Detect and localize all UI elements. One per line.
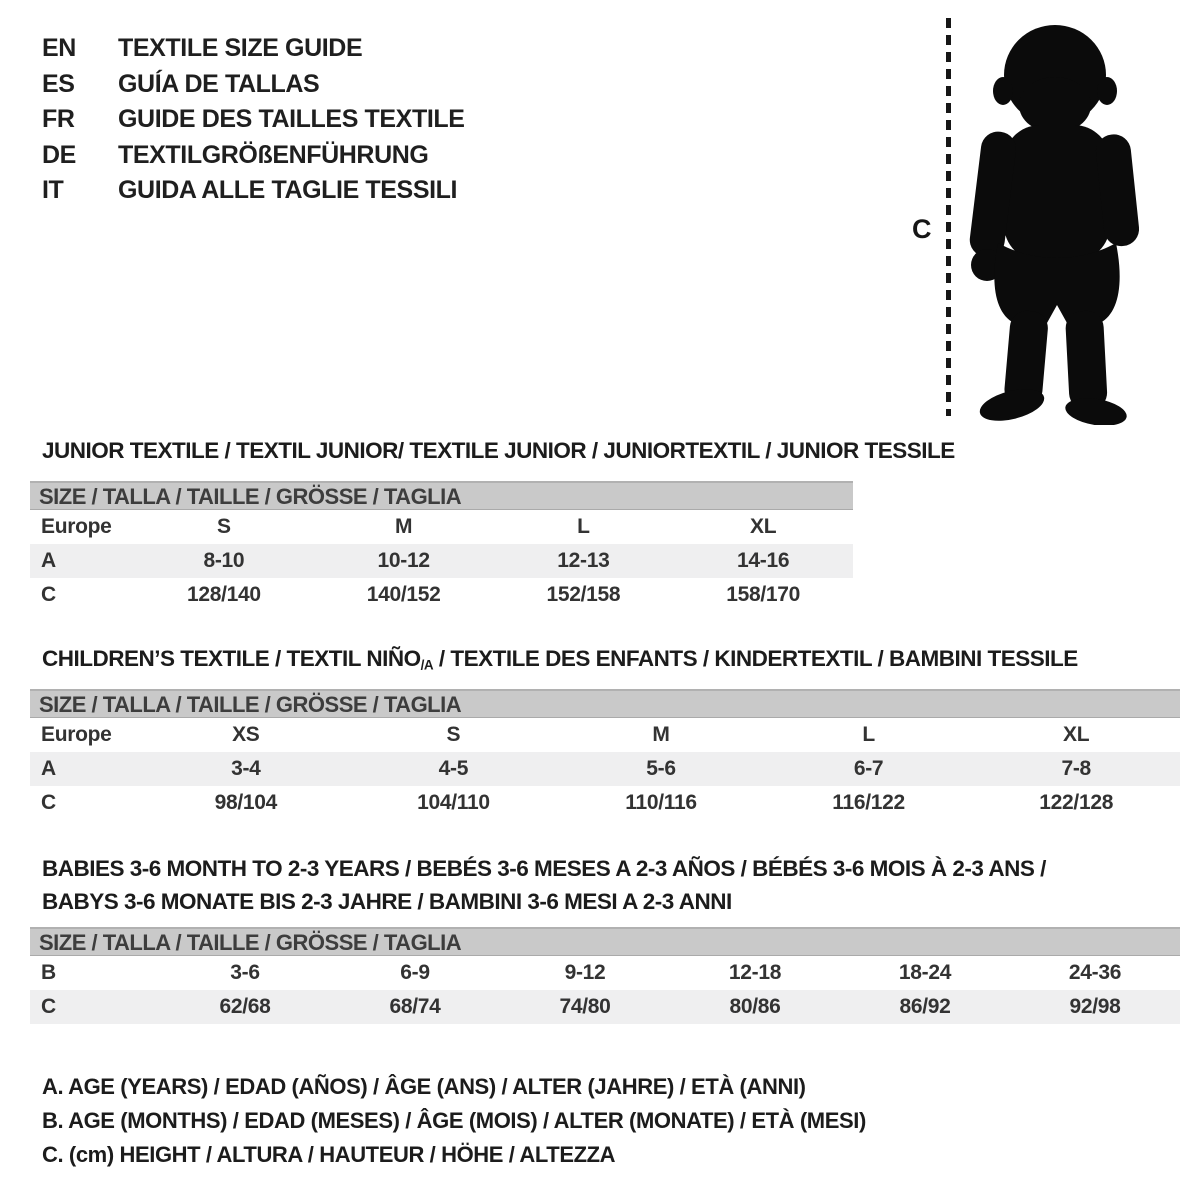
row-label: C xyxy=(41,583,56,606)
children-title-pre: CHILDREN’S TEXTILE / TEXTIL NIÑO xyxy=(42,646,421,671)
cell: 128/140 xyxy=(186,583,261,606)
cell: L xyxy=(862,723,875,746)
cell: 68/74 xyxy=(389,995,441,1018)
table-row xyxy=(30,956,1180,990)
language-code: IT xyxy=(42,176,64,204)
table-row xyxy=(30,578,853,612)
cell: 14-16 xyxy=(737,549,790,572)
language-row-es xyxy=(42,70,465,106)
cell: XS xyxy=(232,723,260,746)
legend-line-b: B. AGE (MONTHS) / EDAD (MESES) / ÂGE (MOIS) / ALTER (MONATE) / ETÀ (MESI) xyxy=(42,1108,866,1133)
cell: 122/128 xyxy=(1039,791,1114,814)
cell: 140/152 xyxy=(366,583,441,606)
row-label: Europe xyxy=(41,723,112,746)
cell: 12-13 xyxy=(557,549,610,572)
row-label: C xyxy=(41,791,56,814)
cell: XL xyxy=(750,515,777,538)
language-row-de xyxy=(42,141,465,177)
junior-size-table xyxy=(30,481,853,612)
legend-line-c: C. (cm) HEIGHT / ALTURA / HAUTEUR / HÖHE / ALTEZZA xyxy=(42,1142,616,1167)
children-section-title xyxy=(42,646,1078,672)
size-header-bar: SIZE / TALLA / TAILLE / GRÖSSE / TAGLIA xyxy=(30,927,1180,956)
cell: 80/86 xyxy=(729,995,781,1018)
cell: S xyxy=(217,515,231,538)
language-row-en xyxy=(42,34,465,70)
table-row xyxy=(30,752,1180,786)
language-title: TEXTILE SIZE GUIDE xyxy=(118,34,363,62)
language-title: TEXTILGRÖßENFÜHRUNG xyxy=(118,140,429,169)
table-row xyxy=(30,786,1180,820)
table-row xyxy=(30,718,1180,752)
cell: 98/104 xyxy=(214,791,278,814)
cell: XL xyxy=(1063,723,1090,746)
height-measure-label: C xyxy=(912,214,932,244)
cell: 10-12 xyxy=(377,549,430,572)
language-row-it xyxy=(42,176,465,212)
cell: 104/110 xyxy=(417,791,490,814)
cell: 158/170 xyxy=(726,583,801,606)
cell: 9-12 xyxy=(564,961,606,984)
children-title-sub: /A xyxy=(420,657,434,673)
language-code: EN xyxy=(42,34,76,62)
babies-section-title-line1: BABIES 3-6 MONTH TO 2-3 YEARS / BEBÉS 3-6 MESES A 2-3 AÑOS / BÉBÉS 3-6 MOIS À 2-3 ANS / xyxy=(42,856,1046,881)
cell: 5-6 xyxy=(646,757,676,780)
cell: M xyxy=(395,515,413,538)
size-header-bar: SIZE / TALLA / TAILLE / GRÖSSE / TAGLIA xyxy=(30,481,853,510)
row-label: A xyxy=(41,549,56,572)
language-code: ES xyxy=(42,69,75,98)
cell: 116/122 xyxy=(832,791,905,814)
language-title: GUÍA DE TALLAS xyxy=(118,69,320,98)
cell: 18-24 xyxy=(898,961,952,984)
language-code: DE xyxy=(42,140,76,169)
cell: 3-6 xyxy=(230,961,260,984)
size-header-bar: SIZE / TALLA / TAILLE / GRÖSSE / TAGLIA xyxy=(30,689,1180,718)
cell: L xyxy=(577,515,590,538)
language-title: GUIDA ALLE TAGLIE TESSILI xyxy=(118,176,458,204)
cell: 62/68 xyxy=(219,995,271,1018)
babies-size-table xyxy=(30,927,1180,1024)
row-label: A xyxy=(41,757,56,780)
cell: 6-7 xyxy=(853,757,884,780)
cell: S xyxy=(446,723,461,746)
babies-section-title-line2: BABYS 3-6 MONATE BIS 2-3 JAHRE / BAMBINI 3-6 MESI A 2-3 ANNI xyxy=(42,889,732,914)
language-title: GUIDE DES TAILLES TEXTILE xyxy=(118,105,465,133)
cell: 7-8 xyxy=(1061,757,1091,780)
row-label: B xyxy=(41,961,56,984)
height-dashed-line xyxy=(946,18,951,416)
language-row-fr xyxy=(42,105,465,141)
legend-line-a: A. AGE (YEARS) / EDAD (AÑOS) / ÂGE (ANS) / ALTER (JAHRE) / ETÀ (ANNI) xyxy=(42,1074,806,1099)
cell: 74/80 xyxy=(559,995,611,1018)
cell: 8-10 xyxy=(203,549,245,572)
cell: M xyxy=(652,723,670,746)
row-label: Europe xyxy=(41,515,112,538)
cell: 6-9 xyxy=(400,961,430,984)
cell: 3-4 xyxy=(231,757,261,780)
children-size-table xyxy=(30,689,1180,820)
cell: 4-5 xyxy=(438,757,469,780)
cell: 152/158 xyxy=(546,583,621,606)
language-list xyxy=(42,34,465,212)
junior-section-title: JUNIOR TEXTILE / TEXTIL JUNIOR/ TEXTILE JUNIOR / JUNIORTEXTIL / JUNIOR TESSILE xyxy=(42,438,955,463)
table-row xyxy=(30,510,853,544)
table-row xyxy=(30,544,853,578)
cell: 24-36 xyxy=(1068,961,1122,984)
baby-silhouette-icon xyxy=(962,15,1152,425)
cell: 92/98 xyxy=(1069,995,1121,1018)
row-label: C xyxy=(41,995,56,1018)
legend xyxy=(42,1074,866,1176)
table-row xyxy=(30,990,1180,1024)
children-title-post: / TEXTILE DES ENFANTS / KINDERTEXTIL / BAMBINI TESSILE xyxy=(433,646,1078,671)
cell: 12-18 xyxy=(728,961,782,984)
cell: 86/92 xyxy=(899,995,951,1018)
language-code: FR xyxy=(42,105,75,133)
cell: 110/116 xyxy=(625,791,697,814)
